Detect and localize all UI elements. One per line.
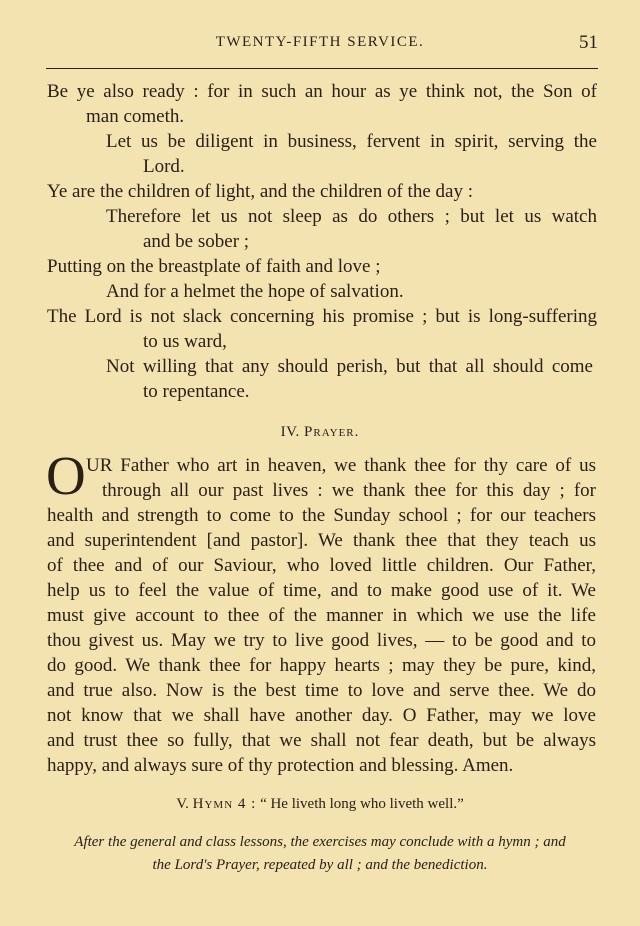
scripture-line: and be sober ; xyxy=(143,231,250,252)
scripture-line: Putting on the breastplate of faith and love ; xyxy=(47,256,381,277)
section-numeral: IV. xyxy=(280,424,300,440)
prayer-line: not know that we shall have another day. O Father, may we love xyxy=(47,705,596,726)
scripture-line: The Lord is not slack concerning his promise ; but is long-suffering xyxy=(47,306,597,327)
scripture-line: Therefore let us not sleep as do others ; but let us watch xyxy=(106,206,597,227)
scripture-line: And for a helmet the hope of salvation. xyxy=(106,281,404,302)
drop-cap: O xyxy=(46,445,86,506)
header-rule xyxy=(46,68,598,69)
running-header: TWENTY-FIFTH SERVICE. xyxy=(215,34,425,50)
scripture-line: Be ye also ready : for in such an hour as ye think not, the Son of xyxy=(47,81,597,102)
page-number: 51 xyxy=(579,32,598,53)
scripture-line: Not willing that any should perish, but that all should come xyxy=(106,356,593,377)
section-heading-prayer xyxy=(0,424,640,441)
prayer-line: through all our past lives : we thank thee for this day ; for xyxy=(102,480,596,501)
prayer-line: must give account to thee of the manner in which we use the life xyxy=(47,605,596,626)
prayer-line: and true also. Now is the best time to love and serve thee. We do xyxy=(47,680,596,701)
scripture-line: man cometh. xyxy=(86,106,185,127)
prayer-line: do good. We thank thee for happy hearts ; may they be pure, kind, xyxy=(47,655,596,676)
hymn-line xyxy=(0,796,640,813)
section-title: Prayer. xyxy=(304,424,360,440)
prayer-line: and superintendent [and pastor]. We thank thee that they teach us xyxy=(47,530,596,551)
hymn-quote: “ He liveth long who liveth well.” xyxy=(260,796,464,812)
scripture-line: to repentance. xyxy=(143,381,250,402)
prayer-line: thou givest us. May we try to live good lives, — to be good and to xyxy=(47,630,596,651)
closing-rubric-line: After the general and class lessons, the exercises may conclude with a hymn ; and xyxy=(74,834,566,850)
scripture-line: Lord. xyxy=(143,156,185,177)
prayer-line: happy, and always sure of thy protection and blessing. Amen. xyxy=(47,755,514,776)
prayer-line: and trust thee so fully, that we shall not fear death, but be always xyxy=(47,730,596,751)
prayer-line: health and strength to come to the Sunday school ; for our teachers xyxy=(47,505,596,526)
prayer-line: of thee and of our Saviour, who loved little children. Our Father, xyxy=(47,555,596,576)
hymn-numeral: V. xyxy=(176,796,189,812)
hymn-label: Hymn 4 : xyxy=(192,796,257,812)
scripture-line: Let us be diligent in business, fervent in spirit, serving the xyxy=(106,131,597,152)
scripture-line: Ye are the children of light, and the children of the day : xyxy=(47,181,473,202)
prayer-line: UR Father who art in heaven, we thank thee for thy care of us xyxy=(86,455,596,476)
scripture-line: to us ward, xyxy=(143,331,227,352)
closing-rubric-line: the Lord's Prayer, repeated by all ; and the benediction. xyxy=(152,857,488,873)
prayer-line: help us to feel the value of time, and to make good use of it. We xyxy=(47,580,596,601)
